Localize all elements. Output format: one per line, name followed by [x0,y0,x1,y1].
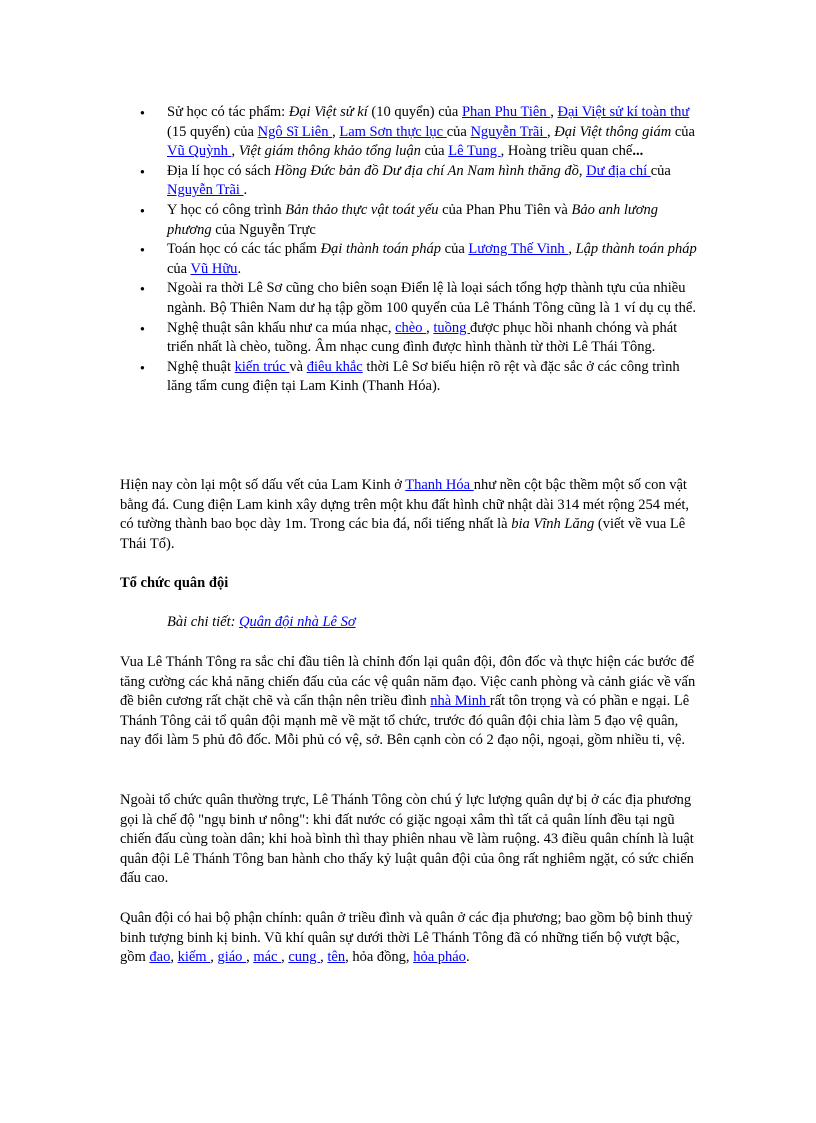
inline-link[interactable]: Lê Tung [448,143,501,160]
inline-link[interactable]: Nguyễn Trãi [470,123,547,140]
inline-link[interactable]: kiến trúc [234,358,290,375]
inline-link[interactable]: tên [327,949,346,966]
text-run: , [320,949,328,966]
text-run: và [289,358,307,375]
italic-title: Việt giám thông khảo tổng luận [238,143,421,160]
detail-article-label: Bài chi tiết: [167,614,236,630]
text-run: , [332,123,340,140]
text-run: , [281,949,289,966]
text-run: Địa lí học có sách [167,162,275,179]
bullet-item [120,201,700,240]
bullet-item [120,103,700,162]
italic-title: Đại thành toán pháp [320,241,442,258]
inline-link[interactable]: Dư địa chí [586,162,651,179]
paragraph-army-reform [120,653,698,751]
text-run: Vua Lê Thánh Tông ra sắc chỉ đầu tiên là chỉnh đốn lại quân đội, đôn đốc và thực hiện các bước để tăng cường các khả năng chiến đấu của các vệ quân năm đạo. Việc canh phòng và cảnh giác về vấn đề biên cương rất chặt chẽ và cẩn thận nên triều đình [120,654,696,710]
bullet-item [120,319,700,358]
section-heading: Tổ chức quân đội [120,575,229,591]
inline-link[interactable]: mác [253,949,282,966]
text-run: (viết về vua Lê Thái Tổ). [120,516,686,552]
text-run: của Phan Phu Tiên và [438,201,572,218]
text-run: của [446,123,471,140]
text-run: , [210,949,218,966]
text-run: , [568,241,576,258]
bold-text: ... [632,143,644,160]
text-run: Quân đội có hai bộ phận chính: quân ở triều đình và quân ở các địa phương; bao gồm bộ binh thuỷ binh tượng binh kị binh. Vũ khí quân sự dưới thời Lê Thánh Tông đã có những tiến bộ vượt bậc, gồm [120,910,693,966]
inline-link[interactable]: hỏa pháo [413,949,466,966]
text-run: rất tôn trọng và có phần e ngại. Lê Thánh Tông cải tổ quân đội mạnh mẽ về mặt tổ chức, trước đó quân đội chia làm 5 đạo vệ quân, nay đổi làm 5 phủ đô đốc. Mỗi phủ có vệ, sở. Bên cạnh còn có 2 đạo nội, ngoại, gồm nhiều ti, vệ. [120,693,690,749]
text-run: của [441,241,469,258]
text-run: (10 quyển) của [367,104,462,120]
inline-link[interactable]: đao [149,949,171,966]
text-run: . [237,260,242,277]
detail-article-link[interactable]: Quân đội nhà Lê Sơ [239,614,356,630]
italic-title: Đại Việt thông giám [554,123,672,140]
paragraph-reserve-army [120,791,698,889]
inline-link[interactable]: giáo [217,949,247,966]
text-run: như nền cột bậc thềm một số con vật bằng đá. Cung điện Lam kinh xây dựng trên một khu đất hình chữ nhật dài 314 mét rộng 254 mét, có tường thành bao bọc dày 1m. Trong các bia đá, nổi tiếng nhất là [120,477,690,533]
inline-link[interactable]: Vũ Hữu [190,260,238,277]
inline-link[interactable]: Lam Sơn thực lục [339,123,447,140]
text-run: của [671,123,695,140]
text-run: , [246,949,254,966]
inline-link[interactable]: tuồng [433,319,471,336]
text-run: Hiện nay còn lại một số dấu vết của Lam Kinh ở [120,477,406,493]
paragraph-lam-kinh [120,476,698,554]
text-run: , [426,319,434,336]
text-run: . [243,182,248,199]
bullet-item [120,358,700,397]
inline-link[interactable]: Ngô Sĩ Liên [257,123,333,140]
text-run: Nghệ thuật sân khấu như ca múa nhạc, [167,319,396,336]
italic-title: Lập thành toán pháp [575,241,697,258]
text-run: Nghệ thuật [167,358,235,375]
inline-link[interactable]: cung [288,949,321,966]
bullet-list [120,103,700,397]
text-run: của [650,162,671,179]
italic-title: Đại Việt sử kí [288,104,368,120]
inline-link[interactable]: Nguyễn Trãi [167,182,244,199]
text-run: Ngoài ra thời Lê Sơ cũng cho biên soạn Điển lệ là loại sách tổng hợp thành tựu của nhiều ngành. Bộ Thiên Nam dư hạ tập gồm 100 quyển của Lê Thánh Tông cũng là 1 ví dụ cụ thể. [167,280,696,316]
inline-link[interactable]: điêu khắc [306,358,363,375]
italic-title: bia Vĩnh Lăng [511,516,595,533]
inline-link[interactable]: nhà Minh [430,693,490,710]
text-run: , hỏa đồng, [345,949,414,966]
italic-title: Bảo anh lương phương [167,201,659,238]
text-run: thời Lê Sơ biểu hiện rõ rệt và đặc sắc ở các công trình lăng tẩm cung điện tại Lam Kinh (Thanh Hóa). [167,358,680,395]
text-run: , [231,143,239,160]
bullet-item [120,240,700,279]
inline-link[interactable]: Thanh Hóa [405,477,474,493]
text-run: được phục hồi nhanh chóng và phát triển nhất là chèo, tuồng. Âm nhạc cung đình được hình thành từ thời Lê Thái Tông. [167,319,678,356]
paragraph-army-divisions [120,909,698,968]
detail-article-reference [167,613,356,633]
text-run: , [170,949,178,966]
italic-title: Hồng Đức bản đồ Dư địa chí An Nam hình thăng đồ [274,162,579,179]
text-run: Sử học có tác phẩm: [167,104,289,120]
inline-link[interactable]: chèo [395,319,427,336]
text-run: Toán học có các tác phẩm [167,241,321,258]
text-run: . [465,949,470,966]
text-run: của [167,260,191,277]
text-run: của Nguyễn Trực [211,221,316,238]
inline-link[interactable]: Đại Việt sử kí toàn thư [557,104,690,120]
text-run: của [420,143,449,160]
text-run: Y học có công trình [167,201,286,218]
italic-title: Bản thảo thực vật toát yếu [285,201,439,218]
text-run: , [547,123,555,140]
text-run: , [578,162,587,179]
inline-link[interactable]: Vũ Quỳnh [167,143,232,160]
text-run: , [550,104,558,120]
inline-link[interactable]: Lương Thế Vinh [468,241,569,258]
inline-link[interactable]: kiếm [177,949,211,966]
bullet-item [120,162,700,201]
text-run: , Hoàng triều quan chế [500,143,633,160]
text-run: Ngoài tổ chức quân thường trực, Lê Thánh Tông còn chú ý lực lượng quân dự bị ở các địa phương gọi là chế độ "ngụ binh ư nông": khi đất nước có giặc ngoại xâm thì tất cả quân lính đều tại ngũ chiến đấu cùng toàn dân; khi hoà bình thì thay phiên nhau về làm ruộng. 43 điều quân chính là luật quân đội Lê Thánh Tông ban hành cho thấy kỷ luật quân đội của ông rất nghiêm ngặt, có sức chiến đấu cao. [120,792,694,887]
bullet-item [120,279,700,318]
text-run: (15 quyển) của [167,123,258,140]
inline-link[interactable]: Phan Phu Tiên [461,104,551,120]
